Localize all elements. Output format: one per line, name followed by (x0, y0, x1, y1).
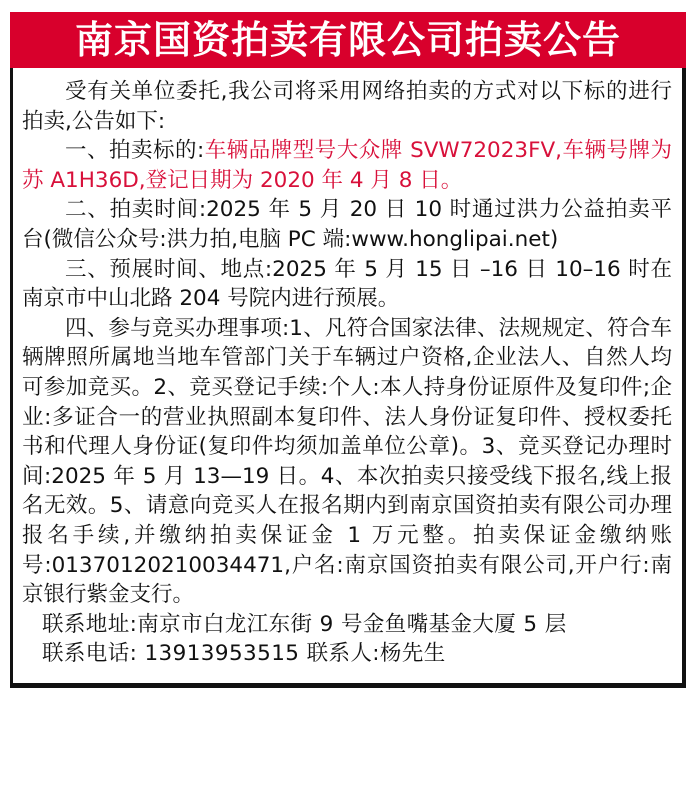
contact-phone: 联系电话: 13913953515 联系人:杨先生 (42, 641, 446, 667)
auction-notice (10, 12, 686, 688)
notice-body (10, 68, 686, 688)
intro-paragraph: 受有关单位委托,我公司将采用网络拍卖的方式对以下标的进行拍卖,公告如下: (22, 79, 672, 134)
notice-title: 南京国资拍卖有限公司拍卖公告 (74, 17, 621, 62)
item-auction-subject-content: 车辆品牌型号大众牌 SVW72023FV,车辆号牌为苏 A1H36D,登记日期为 2020 年 4 月 8 日。 (22, 138, 672, 193)
item-auction-subject-label: 一、拍卖标的: (65, 138, 205, 164)
item-participation-matters: 四、参与竞买办理事项:1、凡符合国家法律、法规规定、符合车辆牌照所属地当地车管部门关于车辆过户资格,企业法人、自然人均可参加竞买。2、竞买登记手续:个人:本人持身份证原件及复印件;企业:多证合一的营业执照副本复印件、法人身份证复印件、授权委托书和代理人身份证(复印件均须加盖单位公章)。3、竞买登记办理时间:2025 年 5 月 13—19 日。4、本次拍卖只接受线下报名,线上报名无效。5、请意向竞买人在报名期内到南京国资拍卖有限公司办理报名手续,并缴纳拍卖保证金 1 万元整。拍卖保证金缴纳账号:01370120210034471,户名:南京国资拍卖有限公司,开户行:南京银行紫金支行。 (22, 315, 672, 608)
item-auction-time: 二、拍卖时间:2025 年 5 月 20 日 10 时通过洪力公益拍卖平台(微信公众号:洪力拍,电脑 PC 端:www.honglipai.net) (22, 197, 672, 252)
contact-address: 联系地址:南京市白龙江东街 9 号金鱼嘴基金大厦 5 层 (42, 611, 567, 637)
item-auction-subject (22, 136, 672, 195)
title-banner (10, 12, 686, 68)
item-preview-time-place: 三、预展时间、地点:2025 年 5 月 15 日 –16 日 10–16 时在南京市中山北路 204 号院内进行预展。 (22, 256, 672, 312)
